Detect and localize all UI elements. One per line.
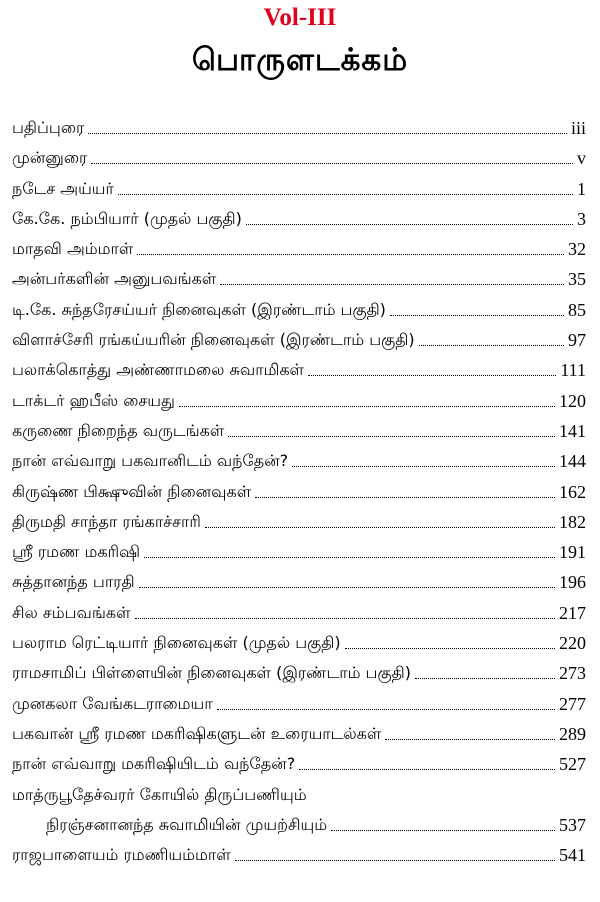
- toc-leader-dots: [419, 345, 564, 346]
- toc-entry-title: டாக்டர் ஹபீஸ் சையது: [12, 390, 175, 410]
- toc-entry: [12, 774, 586, 804]
- toc-entry-page: 527: [559, 754, 586, 775]
- toc-entry-title: விளாச்சேரி ரங்கய்யரின் நினைவுகள் (இரண்டாம் பகுதி): [12, 330, 415, 350]
- toc-entry-title: நிரஞ்சனானந்த சுவாமியின் முயற்சியும்: [46, 814, 328, 834]
- toc-entry: [12, 653, 586, 683]
- toc-entry: [12, 562, 586, 592]
- toc-entry-title: முனகலா வேங்கடராமையா: [12, 693, 213, 713]
- toc-entry-page: 85: [568, 299, 586, 320]
- volume-label: Vol-III: [263, 4, 337, 31]
- toc-entry: [12, 259, 586, 289]
- toc-entry-title: பகவான் ஸ்ரீ ரமண மகரிஷிகளுடன் உரையாடல்கள்: [12, 723, 382, 743]
- toc-leader-dots: [415, 678, 555, 679]
- toc-entry-title: கிருஷ்ண பிக்ஷுவின் நினைவுகள்: [12, 481, 252, 501]
- toc-entry-page: 97: [568, 330, 586, 351]
- toc-leader-dots: [228, 436, 555, 437]
- toc-entry-title: சில சம்பவங்கள்: [12, 602, 131, 622]
- toc-entry-title: கருணை நிறைந்த வருடங்கள்: [12, 420, 225, 440]
- toc-entry: [12, 229, 586, 259]
- toc-entry-page: 191: [559, 542, 586, 563]
- toc-entry-title: மாதவி அம்மாள்: [12, 239, 134, 259]
- toc-entry-page: 277: [559, 693, 586, 714]
- toc-leader-dots: [179, 406, 555, 407]
- toc-entry-title: நடேச அய்யர்: [12, 178, 114, 198]
- toc-entry: [12, 805, 586, 835]
- toc-entry: [12, 350, 586, 380]
- toc-entry-page: 182: [559, 511, 586, 532]
- toc-entry-page: 537: [559, 814, 586, 835]
- toc-leader-dots: [331, 830, 555, 831]
- toc-leader-dots: [345, 648, 555, 649]
- toc-leader-dots: [139, 587, 555, 588]
- toc-entry-page: 220: [559, 633, 586, 654]
- toc-entry: [12, 138, 586, 168]
- toc-entry: [12, 592, 586, 622]
- toc-entry-title: பலாக்கொத்து அண்ணாமலை சுவாமிகள்: [12, 360, 304, 380]
- toc-entry-page: v: [577, 148, 586, 169]
- toc-leader-dots: [246, 224, 573, 225]
- toc-entry: [12, 441, 586, 471]
- toc-entry-page: 541: [559, 845, 586, 866]
- toc-entry-title: ஸ்ரீ ரமண மகரிஷி: [12, 542, 141, 562]
- toc-entry-title: பலராம ரெட்டியார் நினைவுகள் (முதல் பகுதி): [12, 633, 341, 653]
- toc-entry-page: 162: [559, 481, 586, 502]
- toc-entry-page: 111: [560, 360, 586, 381]
- toc-entry-title: நான் எவ்வாறு பகவானிடம் வந்தேன்?: [12, 451, 289, 471]
- toc-entry-title: பதிப்புரை: [12, 118, 85, 137]
- toc-entry: [12, 623, 586, 653]
- toc-leader-dots: [308, 375, 556, 376]
- toc-entry-page: 120: [559, 390, 586, 411]
- toc-leader-dots: [144, 557, 555, 558]
- toc-entry-page: 289: [559, 723, 586, 744]
- toc-entry-title: டி.கே. சுந்தரேசய்யர் நினைவுகள் (இரண்டாம் பகுதி): [12, 299, 386, 319]
- toc-entry-page: 144: [559, 451, 586, 472]
- toc-leader-dots: [299, 769, 555, 770]
- toc-entry: [12, 199, 586, 229]
- toc-entry: [12, 289, 586, 319]
- toc-entry-title: அன்பர்களின் அனுபவங்கள்: [12, 269, 217, 289]
- toc-entry: [12, 744, 586, 774]
- toc-leader-dots: [390, 315, 564, 316]
- toc-entry-page: 35: [568, 269, 586, 290]
- toc-entry: [12, 835, 586, 865]
- table-of-contents: [12, 104, 586, 865]
- toc-entry-page: 196: [559, 572, 586, 593]
- toc-entry-title: ராமசாமிப் பிள்ளையின் நினைவுகள் (இரண்டாம் பகுதி): [12, 663, 411, 683]
- toc-entry-page: 1: [577, 178, 586, 199]
- toc-entry: [12, 104, 586, 138]
- toc-entry-title: சுத்தானந்த பாரதி: [12, 572, 135, 592]
- toc-entry: [12, 380, 586, 410]
- toc-leader-dots: [217, 709, 555, 710]
- toc-entry-page: 273: [559, 663, 586, 684]
- toc-entry: [12, 320, 586, 350]
- toc-leader-dots: [118, 194, 573, 195]
- toc-entry-page: 3: [577, 208, 586, 229]
- toc-entry-title: மாத்ருபூதேச்வரர் கோயில் திருப்பணியும்: [12, 784, 307, 804]
- toc-entry: [12, 471, 586, 501]
- toc-leader-dots: [235, 860, 555, 861]
- toc-entry-page: 32: [568, 239, 586, 260]
- toc-leader-dots: [137, 254, 564, 255]
- toc-leader-dots: [255, 497, 555, 498]
- toc-entry-title: திருமதி சாந்தா ரங்காச்சாரி: [12, 511, 201, 531]
- toc-entry-title: முன்னுரை: [12, 148, 88, 168]
- toc-leader-dots: [385, 739, 555, 740]
- toc-entry: [12, 502, 586, 532]
- toc-leader-dots: [88, 133, 567, 134]
- toc-entry-title: ராஜபாளையம் ரமணியம்மாள்: [12, 845, 231, 865]
- toc-leader-dots: [91, 163, 573, 164]
- toc-leader-dots: [292, 466, 555, 467]
- toc-entry: [12, 714, 586, 744]
- toc-entry: [12, 411, 586, 441]
- page-title: பொருளடக்கம்: [191, 42, 409, 78]
- toc-entry-page: 141: [559, 420, 586, 441]
- toc-entry-page: iii: [570, 118, 586, 138]
- toc-entry: [12, 683, 586, 713]
- toc-entry-title: நான் எவ்வாறு மகரிஷியிடம் வந்தேன்?: [12, 754, 296, 774]
- toc-leader-dots: [220, 284, 564, 285]
- toc-leader-dots: [205, 527, 555, 528]
- toc-entry: [12, 532, 586, 562]
- toc-entry-page: 217: [559, 602, 586, 623]
- toc-leader-dots: [135, 618, 555, 619]
- toc-entry: [12, 168, 586, 198]
- toc-entry-title: கே.கே. நம்பியார் (முதல் பகுதி): [12, 208, 242, 228]
